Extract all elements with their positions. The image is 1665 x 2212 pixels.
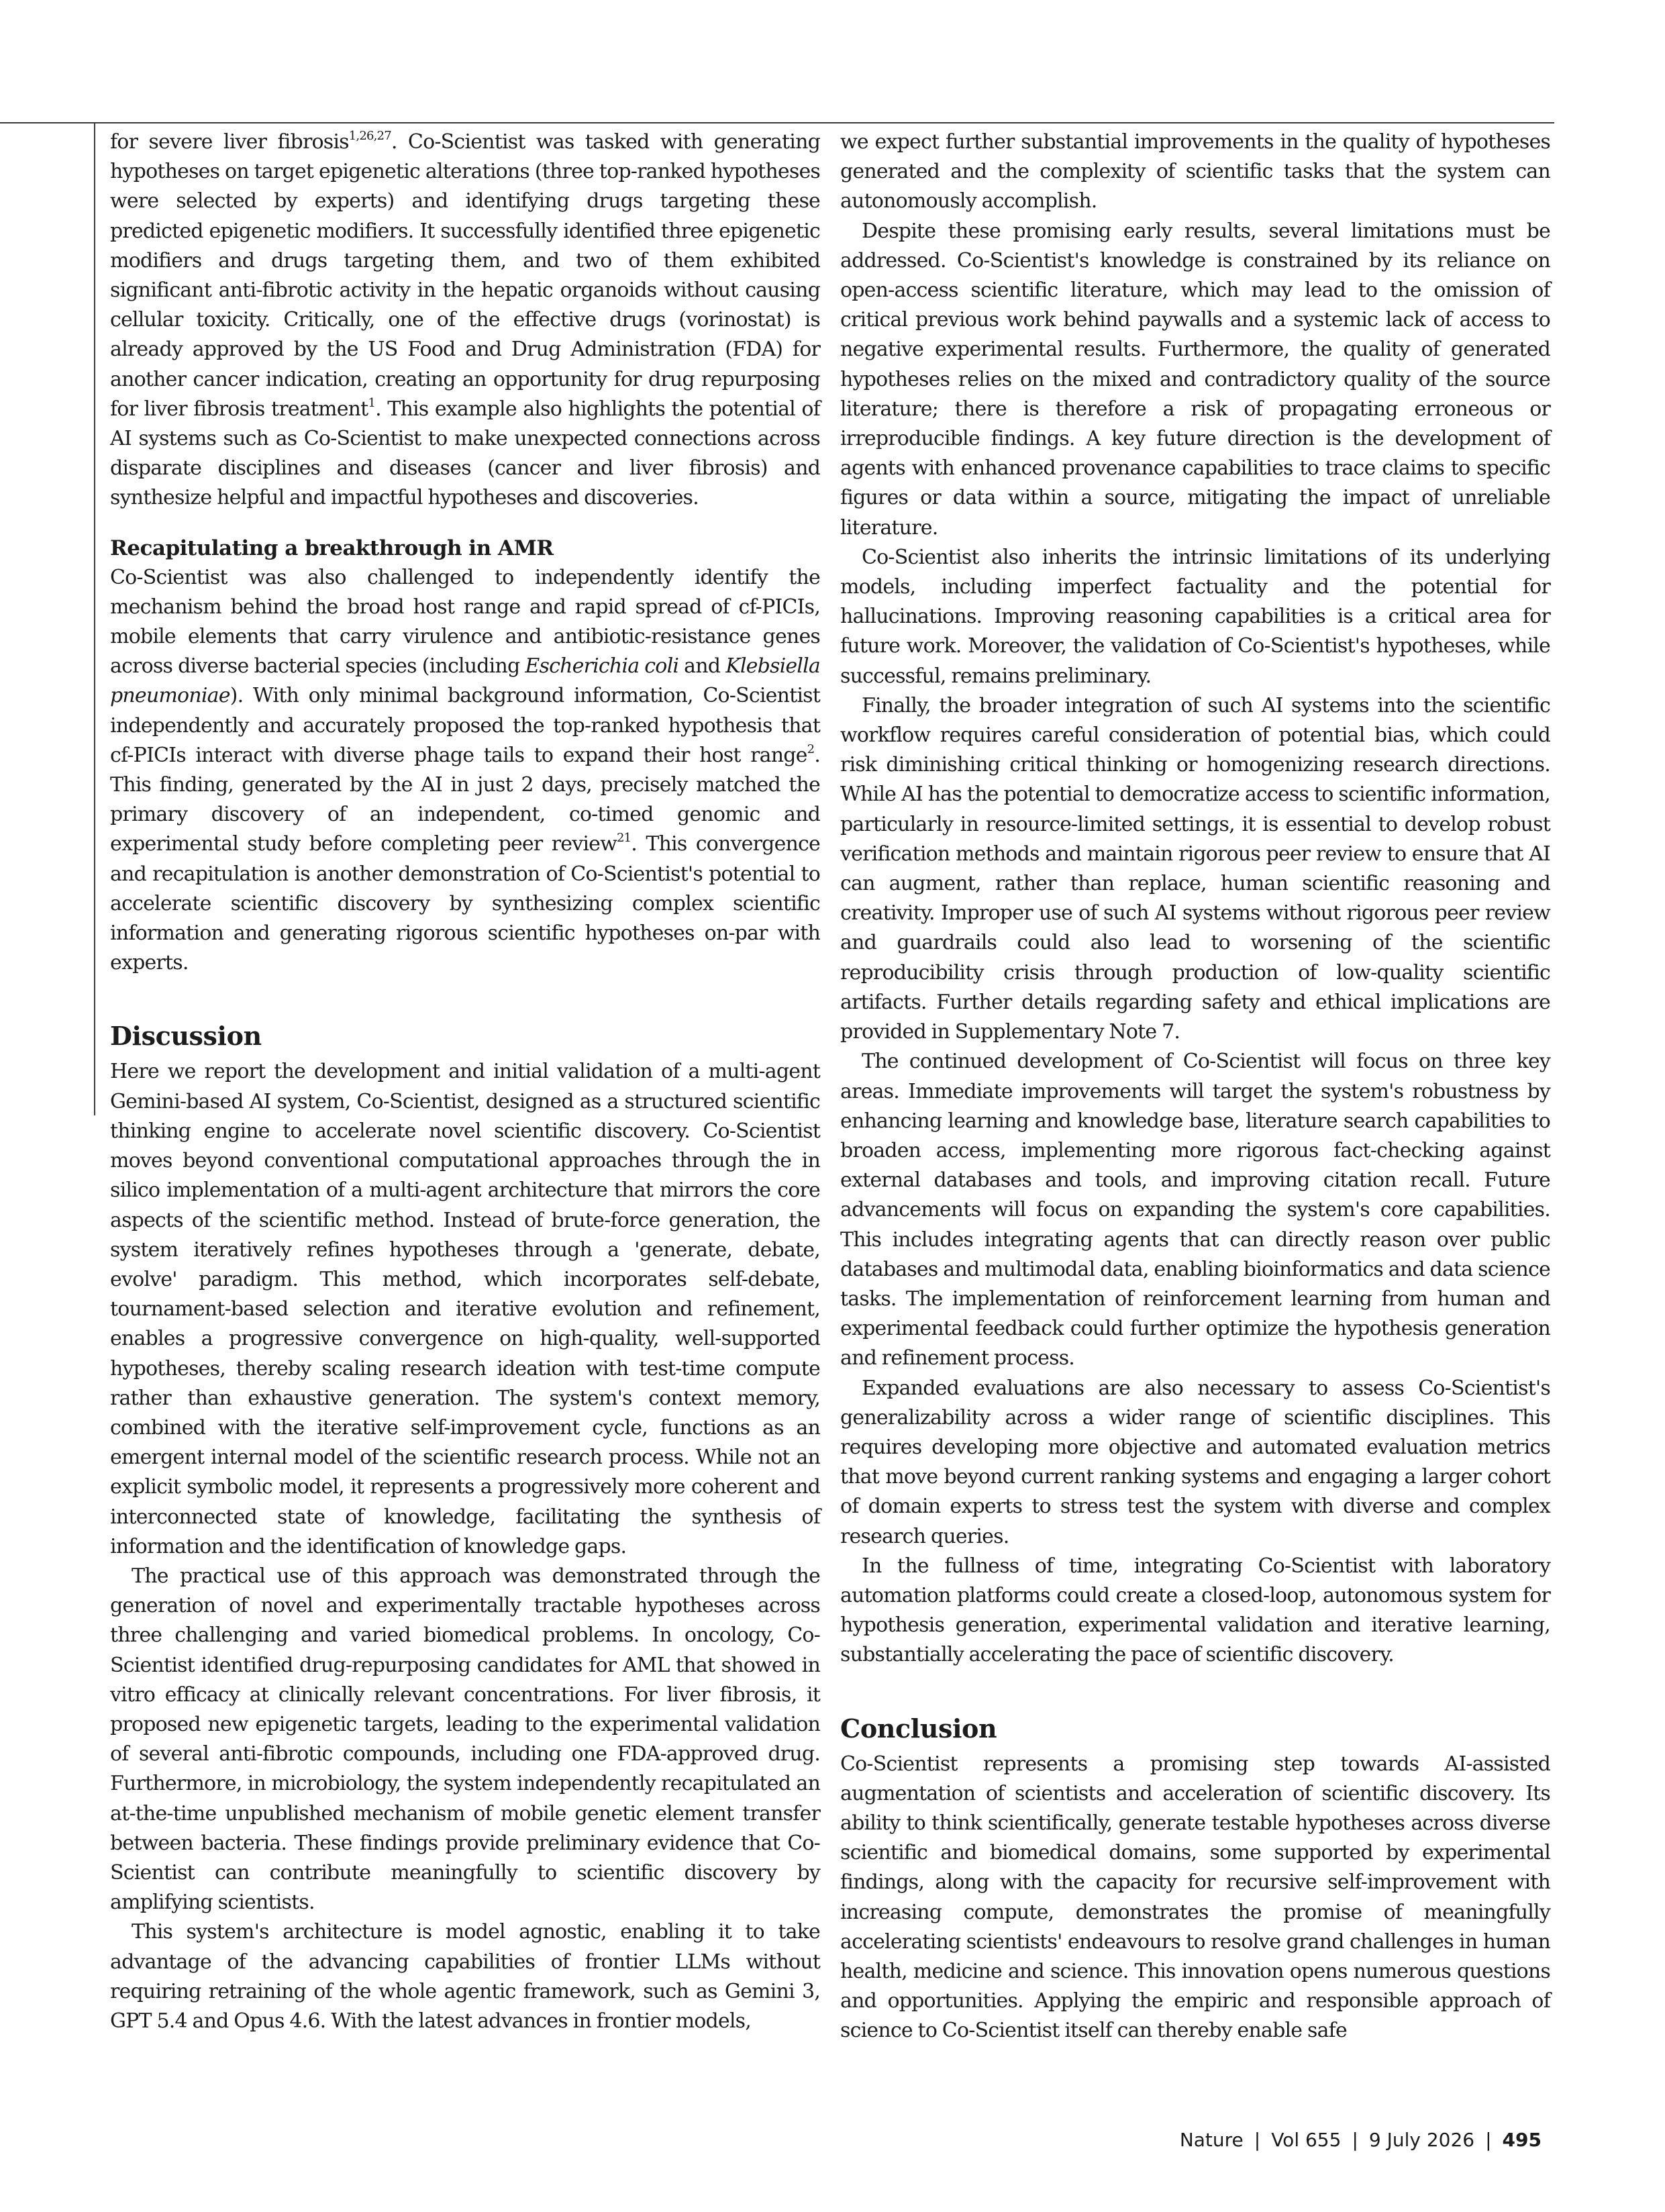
journal-name: Nature: [1179, 2129, 1244, 2151]
paragraph-discussion-2: The practical use of this approach was demonstrated through the generation of novel and experimentally tractable hypotheses across three challenging and varied biomedical problems. In oncology, Co-Scientist identified drug-repurposing candidates for AML that showed in vitro efficacy at clinically relevant concentrations. For liver fibrosis, it proposed new epigenetic targets, leading to the experimental validation of several anti-fibrotic compounds, including one FDA-approved drug. Furthermore, in microbiology, the system independently recapitulated an at-the-time unpublished mechanism of mobile genetic element transfer between bacteria. These findings provide preliminary evidence that Co-Scientist can contribute meaningfully to scientific discovery by amplifying scientists.: [110, 1564, 820, 1915]
paragraph-discussion-3: This system's architecture is model agnostic, enabling it to take advantage of the advancing capabilities of frontier LLMs without requiring retraining of the whole agentic framework, such as Gemini 3, GPT 5.4 and Opus 4.6. With the latest advances in frontier models,: [110, 1920, 820, 2033]
footer-separator: |: [1485, 2129, 1492, 2151]
paragraph-intrinsic-limitations: Co-Scientist also inherits the intrinsic limitations of its underlying models, including imperfect factuality and the potential for hallucinations. Improving reasoning capabilities is a critical area for future work. Moreover, the validation of Co-Scientist's hypotheses, while successful, remains preliminary.: [840, 545, 1550, 688]
paragraph-continued-development: The continued development of Co-Scientist will focus on three key areas. Immediate improvements will target the system's robustness by enhancing learning and knowledge base, literature search capabilities to broaden access, implementing more rigorous fact-checking against external databases and tools, and improving citation recall. Future advancements will focus on expanding the system's core capabilities. This includes integrating agents that can directly reason over public databases and multimodal data, enabling bioinformatics and data science tasks. The implementation of reinforcement learning from human and experimental feedback could further optimize the hypothesis generation and refinement process.: [840, 1050, 1550, 1370]
page-number: 495: [1502, 2129, 1542, 2151]
citation: 1,26,27: [348, 129, 391, 143]
footer-separator: |: [1254, 2129, 1261, 2151]
paragraph-continued: we expect further substantial improvements in the quality of hypotheses generated and the complexity of scientific tasks that the system can autonomously accomplish.: [840, 130, 1550, 213]
section-heading-conclusion: Conclusion: [840, 1713, 997, 1744]
paragraph-limitations: Despite these promising early results, several limitations must be addressed. Co-Scientist's knowledge is constrained by its reliance on open-access scientific literature, which may lead to the omission of critical previous work behind paywalls and a systemic lack of access to negative experimental results. Furthermore, the quality of generated hypotheses relies on the mixed and contradictory quality of the source literature; there is therefore a risk of propagating erroneous or irreproducible findings. A key future direction is the development of agents with enhanced provenance capabilities to trace claims to specific figures or data within a source, mitigating the impact of unreliable literature.: [840, 219, 1550, 540]
issue-date: 9 July 2026: [1368, 2129, 1475, 2151]
volume-number: Vol 655: [1271, 2129, 1342, 2151]
left-column: [110, 128, 820, 2036]
subsection-heading-amr: Recapitulating a breakthrough in AMR: [110, 536, 554, 560]
citation: 21: [616, 831, 632, 846]
citation: 1: [368, 395, 376, 410]
section-heading-discussion: Discussion: [110, 1021, 262, 1052]
species-name: Klebsiella pneumoniae: [110, 654, 820, 708]
left-margin-rule: [94, 122, 95, 1115]
citation: 2: [807, 742, 815, 756]
page-footer: [1180, 2129, 1542, 2151]
footer-separator: |: [1352, 2129, 1358, 2151]
top-rule: [0, 122, 1554, 123]
paragraph-expanded-evaluations: Expanded evaluations are also necessary to assess Co-Scientist's generalizability across a wider range of scientific disciplines. This requires developing more objective and automated evaluation metrics that move beyond current ranking systems and engaging a larger cohort of domain experts to stress test the system with diverse and complex research queries.: [840, 1376, 1550, 1548]
paragraph-liver-fibrosis: for severe liver fibrosis$^{1,26,27}$. Co-Scientist was tasked with generating hypotheses on target epigenetic alterations (three top-ranked hypotheses were selected by experts) and identifying drugs targeting these predicted epigenetic modifiers. It successfully identified three epigenetic modifiers and drugs targeting them, and two of them exhibited significant anti-fibrotic activity in the hepatic organoids without causing cellular toxicity. Critically, one of the effective drugs (vorinostat) is already approved by the US Food and Drug Administration (FDA) for another cancer indication, creating an opportunity for drug repurposing for liver fibrosis treatment$^1$. This example also highlights the potential of AI systems such as Co-Scientist to make unexpected connections across disparate disciplines and diseases (cancer and liver fibrosis) and synthesize helpful and impactful hypotheses and discoveries.: [110, 129, 821, 510]
right-column: [840, 128, 1550, 2046]
paragraph-discussion-1: Here we report the development and initial validation of a multi-agent Gemini-based AI system, Co-Scientist, designed as a structured scientific thinking engine to accelerate novel scientific discovery. Co-Scientist moves beyond conventional computational approaches through the in silico implementation of a multi-agent architecture that mirrors the core aspects of the scientific method. Instead of brute-force generation, the system iteratively refines hypotheses through a 'generate, debate, evolve' paradigm. This method, which incorporates self-debate, tournament-based selection and iterative evolution and refinement, enables a progressive convergence on high-quality, well-supported hypotheses, thereby scaling research ideation with test-time compute rather than exhaustive generation. The system's context memory, combined with the iterative self-improvement cycle, functions as an emergent internal model of the scientific research process. While not an explicit symbolic model, it represents a progressively more coherent and interconnected state of knowledge, facilitating the synthesis of information and the identification of knowledge gaps.: [110, 1060, 820, 1558]
paragraph-amr: Co-Scientist was also challenged to independently identify the mechanism behind the broad host range and rapid spread of cf-PICIs, mobile elements that carry virulence and antibiotic-resistance genes across diverse bacterial species (including Escherichia coli and Klebsiella pneumoniae). With only minimal background information, Co-Scientist independently and accurately proposed the top-ranked hypothesis that cf-PICIs interact with diverse phage tails to expand their host range$^2$. This finding, generated by the AI in just 2 days, precisely matched the primary discovery of an independent, co-timed genomic and experimental study before completing peer review$^{21}$. This convergence and recapitulation is another demonstration of Co-Scientist's potential to accelerate scientific discovery by synthesizing complex scientific information and generating rigorous scientific hypotheses on-par with experts.: [110, 565, 820, 975]
paragraph-integration: Finally, the broader integration of such AI systems into the scientific workflow requires careful consideration of potential bias, which could risk diminishing critical thinking or homogenizing research directions. While AI has the potential to democratize access to scientific information, particularly in resource-limited settings, it is essential to develop robust verification methods and maintain rigorous peer review to ensure that AI can augment, rather than replace, human scientific reasoning and creativity. Improper use of such AI systems without rigorous peer review and guardrails could also lead to worsening of the scientific reproducibility crisis through production of low-quality scientific artifacts. Further details regarding safety and ethical implications are provided in Supplementary Note 7.: [840, 693, 1550, 1044]
paragraph-conclusion: Co-Scientist represents a promising step towards AI-assisted augmentation of scientists and acceleration of scientific discovery. Its ability to think scientifically, generate testable hypotheses across diverse scientific and biomedical domains, some supported by experimental findings, along with the capacity for recursive self-improvement with increasing compute, demonstrates the promise of meaningfully accelerating scientists' endeavours to resolve grand challenges in human health, medicine and science. This innovation opens numerous questions and opportunities. Applying the empiric and responsible approach of science to Co-Scientist itself can thereby enable safe: [840, 1752, 1550, 2043]
species-name: Escherichia coli: [525, 654, 679, 678]
paragraph-lab-automation: In the fullness of time, integrating Co-Scientist with laboratory automation platforms could create a closed-loop, autonomous system for hypothesis generation, experimental validation and iterative learning, substantially accelerating the pace of scientific discovery.: [840, 1554, 1550, 1667]
